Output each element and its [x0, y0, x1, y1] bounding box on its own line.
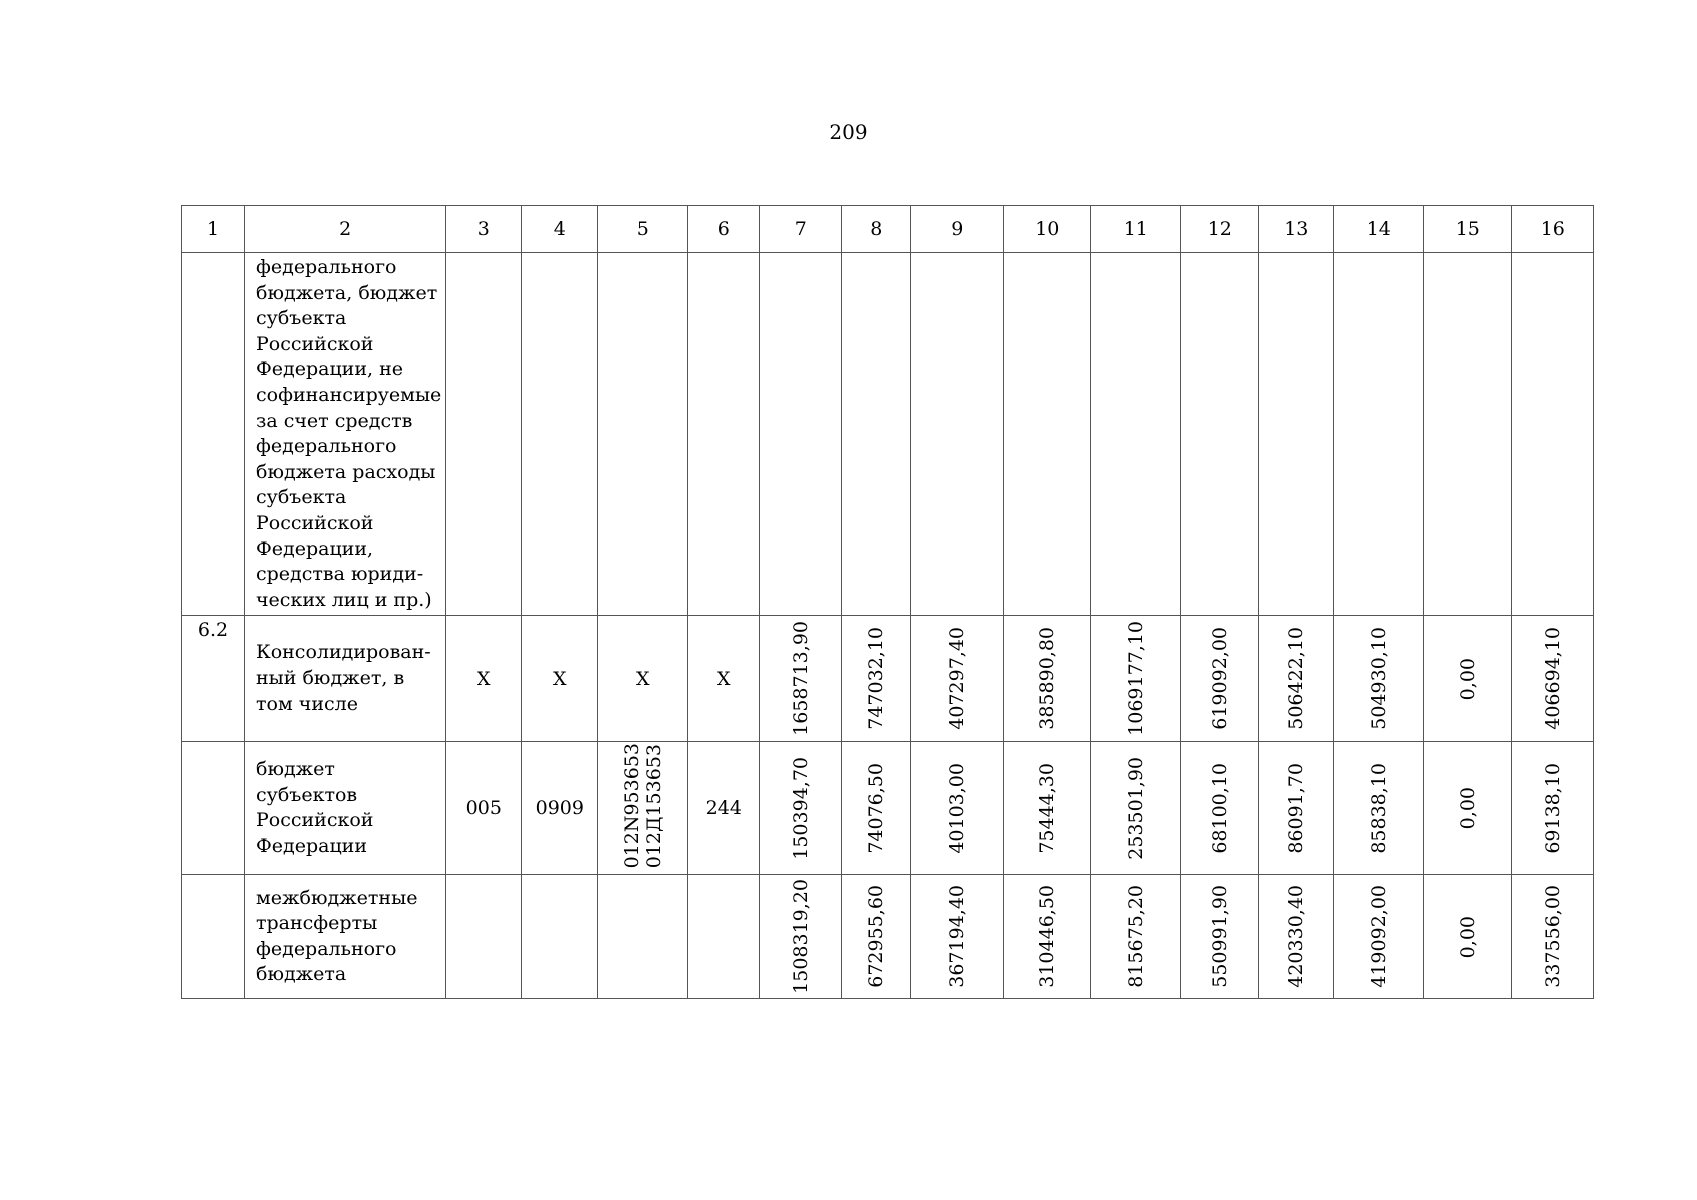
description-line: за счет средств — [256, 409, 413, 432]
value-cell: 69138,10 — [1541, 762, 1564, 854]
table-row — [182, 742, 1594, 875]
row-number-cell — [182, 742, 245, 875]
value-cell: 74076,50 — [865, 762, 888, 854]
description-line: средства юриди- — [256, 563, 424, 586]
description-line: ный бюджет, в — [256, 667, 405, 690]
value-cell: 40103,00 — [946, 762, 969, 854]
value-cell: 310446,50 — [1036, 885, 1059, 989]
empty-cell — [1091, 253, 1181, 616]
header-cell: 4 — [522, 206, 598, 253]
value-cell: 367194,40 — [946, 885, 969, 989]
value-cell: 407297,40 — [946, 627, 969, 731]
header-cell: 14 — [1334, 206, 1424, 253]
value-cell: 253501,90 — [1124, 756, 1147, 860]
header-cell: 8 — [842, 206, 911, 253]
code-cell — [598, 742, 688, 875]
header-cell: 3 — [446, 206, 522, 253]
header-cell: 10 — [1004, 206, 1091, 253]
description-line: Федерации, — [256, 537, 374, 560]
row-description-cell — [245, 616, 446, 742]
row-description-cell — [245, 253, 446, 616]
header-cell: 6 — [688, 206, 760, 253]
code-cell: 0909 — [522, 742, 598, 875]
empty-cell — [1259, 253, 1334, 616]
value-cell: 85838,10 — [1367, 762, 1390, 854]
header-cell: 12 — [1181, 206, 1259, 253]
value-cell: 504930,10 — [1367, 627, 1390, 731]
description-line: межбюджетные — [256, 886, 418, 909]
header-cell: 2 — [245, 206, 446, 253]
description-line: Консолидирован- — [256, 641, 431, 664]
description-line: трансферты — [256, 912, 378, 935]
row-number-cell — [182, 253, 245, 616]
row-description-cell — [245, 742, 446, 875]
description-line: федерального — [256, 937, 397, 960]
header-cell: 11 — [1091, 206, 1181, 253]
value-cell: 337556,00 — [1541, 885, 1564, 989]
description-line: федерального — [256, 435, 397, 458]
description-line: субъектов — [256, 783, 358, 806]
value-cell: 747032,10 — [865, 627, 888, 731]
description-line: Российской — [256, 809, 374, 832]
empty-cell — [598, 253, 688, 616]
header-cell: 7 — [760, 206, 842, 253]
description-line: субъекта — [256, 307, 347, 330]
value-cell: 385890,80 — [1036, 627, 1059, 731]
row-number-cell: 6.2 — [182, 616, 245, 742]
value-cell: 550991,90 — [1208, 885, 1231, 989]
header-cell: 16 — [1512, 206, 1594, 253]
value-cell: 619092,00 — [1208, 627, 1231, 731]
row-number-cell — [182, 875, 245, 999]
value-cell: 0,00 — [1456, 787, 1479, 830]
header-cell: 5 — [598, 206, 688, 253]
value-cell: 420330,40 — [1285, 885, 1308, 989]
table-row — [182, 875, 1594, 999]
description-line: бюджета расходы — [256, 460, 436, 483]
description-line: Федерации — [256, 834, 367, 857]
budget-table — [181, 205, 1594, 999]
description-line: бюджет — [256, 758, 335, 781]
code-cell: X — [598, 616, 688, 742]
header-cell: 9 — [911, 206, 1004, 253]
value-cell: 1069177,10 — [1124, 621, 1147, 737]
description-line: том числе — [256, 692, 358, 715]
description-line: бюджета — [256, 963, 347, 986]
value-cell: 75444,30 — [1036, 762, 1059, 854]
code-cell — [522, 875, 598, 999]
header-cell: 13 — [1259, 206, 1334, 253]
value-cell: 1658713,90 — [789, 621, 812, 737]
table-row — [182, 616, 1594, 742]
code-cell: X — [688, 616, 760, 742]
value-cell: 815675,20 — [1124, 885, 1147, 989]
value-cell: 419092,00 — [1367, 885, 1390, 989]
code-cell — [446, 875, 522, 999]
code-cell: X — [446, 616, 522, 742]
header-cell: 15 — [1424, 206, 1512, 253]
description-line: Российской — [256, 511, 374, 534]
description-line: Федерации, не — [256, 358, 403, 381]
description-line: субъекта — [256, 486, 347, 509]
value-cell: 1508319,20 — [789, 879, 812, 995]
description-line: ческих лиц и пр.) — [256, 588, 432, 611]
row-description-cell — [245, 875, 446, 999]
empty-cell — [446, 253, 522, 616]
value-cell: 0,00 — [1456, 657, 1479, 700]
description-line: Российской — [256, 332, 374, 355]
value-cell: 150394,70 — [789, 756, 812, 860]
empty-cell — [1181, 253, 1259, 616]
header-cell: 1 — [182, 206, 245, 253]
empty-cell — [1424, 253, 1512, 616]
code-cell: 244 — [688, 742, 760, 875]
table-header-row — [182, 206, 1594, 253]
empty-cell — [1334, 253, 1424, 616]
empty-cell — [688, 253, 760, 616]
empty-cell — [842, 253, 911, 616]
description-line: федерального — [256, 256, 397, 278]
description-line: софинансируемые — [256, 383, 442, 406]
empty-cell — [1004, 253, 1091, 616]
code-cell: 005 — [446, 742, 522, 875]
code-cell — [598, 875, 688, 999]
value-cell: 86091,70 — [1285, 762, 1308, 854]
value-cell: 506422,10 — [1285, 627, 1308, 731]
code-line: 012N953653 — [620, 743, 643, 869]
empty-cell — [522, 253, 598, 616]
description-line: бюджета, бюджет — [256, 281, 438, 304]
code-line: 012Д153653 — [642, 744, 665, 869]
value-cell: 68100,10 — [1208, 762, 1231, 854]
empty-cell — [1512, 253, 1594, 616]
code-cell: X — [522, 616, 598, 742]
value-cell: 0,00 — [1456, 915, 1479, 958]
empty-cell — [760, 253, 842, 616]
page-number: 209 — [829, 120, 868, 144]
table-row-continuation — [182, 253, 1594, 616]
value-cell: 406694,10 — [1541, 627, 1564, 731]
value-cell: 672955,60 — [865, 885, 888, 989]
code-cell — [688, 875, 760, 999]
empty-cell — [911, 253, 1004, 616]
